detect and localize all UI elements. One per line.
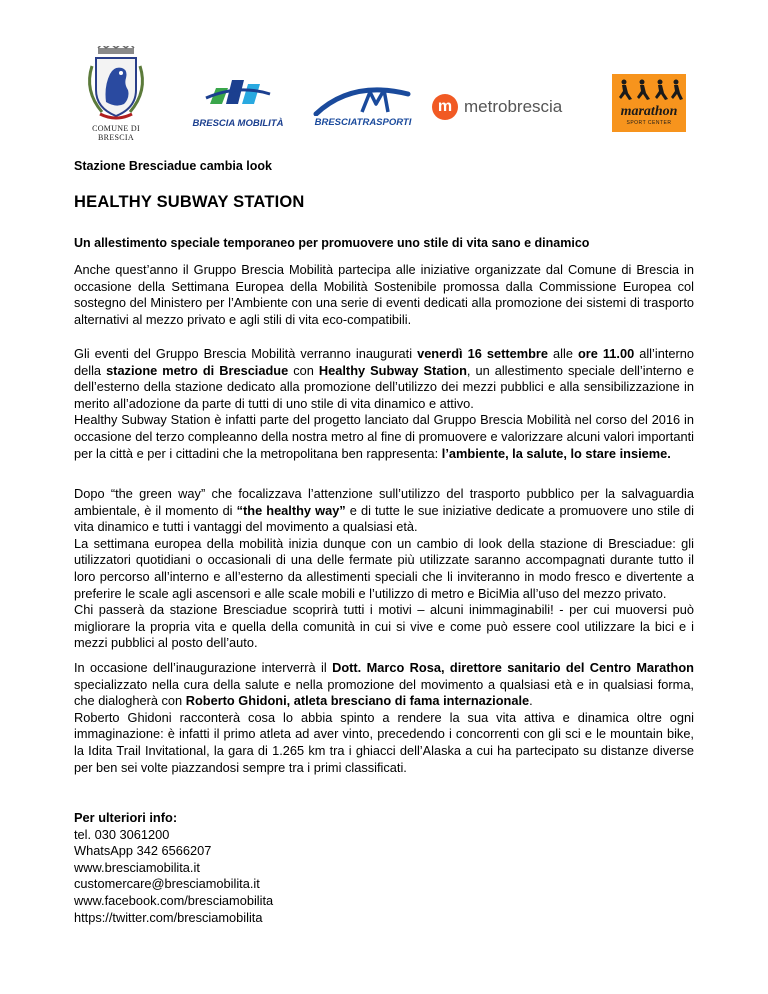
speaker-rosa: Dott. Marco Rosa, direttore sanitario del Centro Marathon <box>332 660 694 675</box>
contact-email-link[interactable]: customercare@bresciamobilita.it <box>74 876 260 892</box>
brescia-trasporti-logo <box>312 84 414 128</box>
marathon-subtitle: SPORT CENTER <box>626 120 672 126</box>
brescia-mobilita-logo <box>188 74 288 129</box>
metro-m-icon: m <box>432 94 458 120</box>
marathon-sport-center-logo <box>612 74 686 132</box>
contact-facebook-link[interactable]: www.facebook.com/bresciamobilita <box>74 892 274 908</box>
event-date: venerdì 16 settembre <box>417 346 549 361</box>
brescia-trasporti-mark-icon <box>312 84 414 116</box>
metrobrescia-logo <box>432 94 582 124</box>
event-time: ore 11.00 <box>577 346 635 361</box>
comune-crest-icon <box>78 46 154 124</box>
brescia-mobilita-mark-icon <box>188 74 288 116</box>
contacts-heading: Per ulteriori info: <box>74 810 178 825</box>
comune-di-brescia-logo <box>78 46 154 142</box>
brescia-trasporti-wordmark: BRESCIATRASPORTI <box>314 117 412 128</box>
contact-info <box>74 810 694 926</box>
contact-website-link[interactable]: www.bresciamobilita.it <box>74 859 200 875</box>
brescia-mobilita-wordmark: BRESCIA MOBILITÀ <box>192 118 284 129</box>
runners-icon <box>612 77 686 107</box>
contact-phone: tel. 030 3061200 <box>74 826 170 842</box>
contact-twitter-link[interactable]: https://twitter.com/bresciamobilita <box>74 909 263 925</box>
paragraph-2: Gli eventi del Gruppo Brescia Mobilità verranno inaugurati venerdì 16 settembre alle ore 11.00 all’interno della stazione metro di Bresciadue con Healthy Subway Station, un allestimento speciale dell’interno e dell’esterno della stazione dedicato alla promozione dell’utilizzo dei mezzi pubblici e alla sensibilizzazione in merito all’adozione da parte di tutti di uno stile di vita dinamico e attivo. Healthy Subway Station è infatti parte del progetto lanciato dal Gruppo Brescia Mobilità nel corso del 2016 in occasione del terzo compleanno della nostra metro al fine di promuovere e valorizzare alcuni valori importanti per la città e per i cittadini che la metropolitana ben rappresenta: l’ambiente, la salute, lo stare insieme. <box>74 346 695 461</box>
comune-caption: COMUNE DI BRESCIA <box>92 124 140 142</box>
contact-whatsapp: WhatsApp 342 6566207 <box>74 843 212 859</box>
subtitle: Un allestimento speciale temporaneo per promuovere uno stile di vita sano e dinamico <box>74 236 590 250</box>
kicker: Stazione Bresciadue cambia look <box>74 159 272 173</box>
page-title: HEALTHY SUBWAY STATION <box>74 193 305 211</box>
speaker-ghidoni: Roberto Ghidoni, atleta bresciano di fama internazionale <box>185 693 530 709</box>
event-location: stazione metro di Bresciadue <box>106 362 289 378</box>
values-phrase: l’ambiente, la salute, lo stare insieme. <box>441 445 671 461</box>
healthy-way-phrase: “the healthy way” <box>236 502 346 518</box>
event-name: Healthy Subway Station <box>318 362 467 378</box>
marathon-wordmark: marathon <box>620 104 678 119</box>
paragraph-3: Dopo “the green way” che focalizzava l’attenzione sull’utilizzo del trasporto pubblico per la salvaguardia ambientale, è il momento di “the healthy way” e di tutte le sue iniziative dedicate a promuovere uno stile di vita dinamico e tutti i vantaggi del movimento a qualsiasi età. La settimana europea della mobilità inizia dunque con un cambio di look della stazione di Bresciadue: gli utilizzatori quotidiani o occasionali di una delle fermate più utilizzate saranno accompagnati durante tutto il loro percorso all’interno e all’esterno da allestimenti speciali che li inviteranno in modo fresco e divertente a preferire le scale agli ascensori e alle scale mobili e l’utilizzo di metro e BiciMia all’uso del mezzo privato. Chi passerà da stazione Bresciadue scoprirà tutti i motivi – alcuni inimmaginabili! - per cui muoversi può migliorare la propria vita e quella della comunità in cui si vive e come può essere cool utilizzare la bici e i mezzi pubblici al posto dell’auto. <box>74 486 694 651</box>
paragraph-4: In occasione dell’inaugurazione interverrà il Dott. Marco Rosa, direttore sanitario del Centro Marathon specializzato nella cura della salute e nella promozione del movimento a qualsiasi età e in qualsiasi forma, che dialogherà con Roberto Ghidoni, atleta bresciano di fama internazionale. Roberto Ghidoni racconterà cosa lo abbia spinto a rendere la sua vita attiva e dinamica oltre ogni immaginazione: è infatti il primo atleta ad aver vinto, precedendo i concorrenti con gli sci e le mountain bike, la Idita Trail Invitational, la gara di 1.265 km tra i ghiacci dell’Alaska a cui ha partecipato su distanze diverse per ben sei volte piazzandosi sempre tra i primi classificati. <box>74 660 694 775</box>
paragraph-1: Anche quest’anno il Gruppo Brescia Mobilità partecipa alle iniziative organizzate dal Comune di Brescia in occasione della Settimana Europea della Mobilità Sostenibile promossa dalla Commissione Europea col sostegno del Ministero per l’Ambiente con una serie di eventi dedicati alla promozione dei sistemi di trasporto alternativi al mezzo privato e agli stili di vita eco-compatibili. <box>74 262 694 327</box>
logo-bar <box>0 38 768 142</box>
metrobrescia-wordmark: metrobrescia <box>464 97 563 116</box>
